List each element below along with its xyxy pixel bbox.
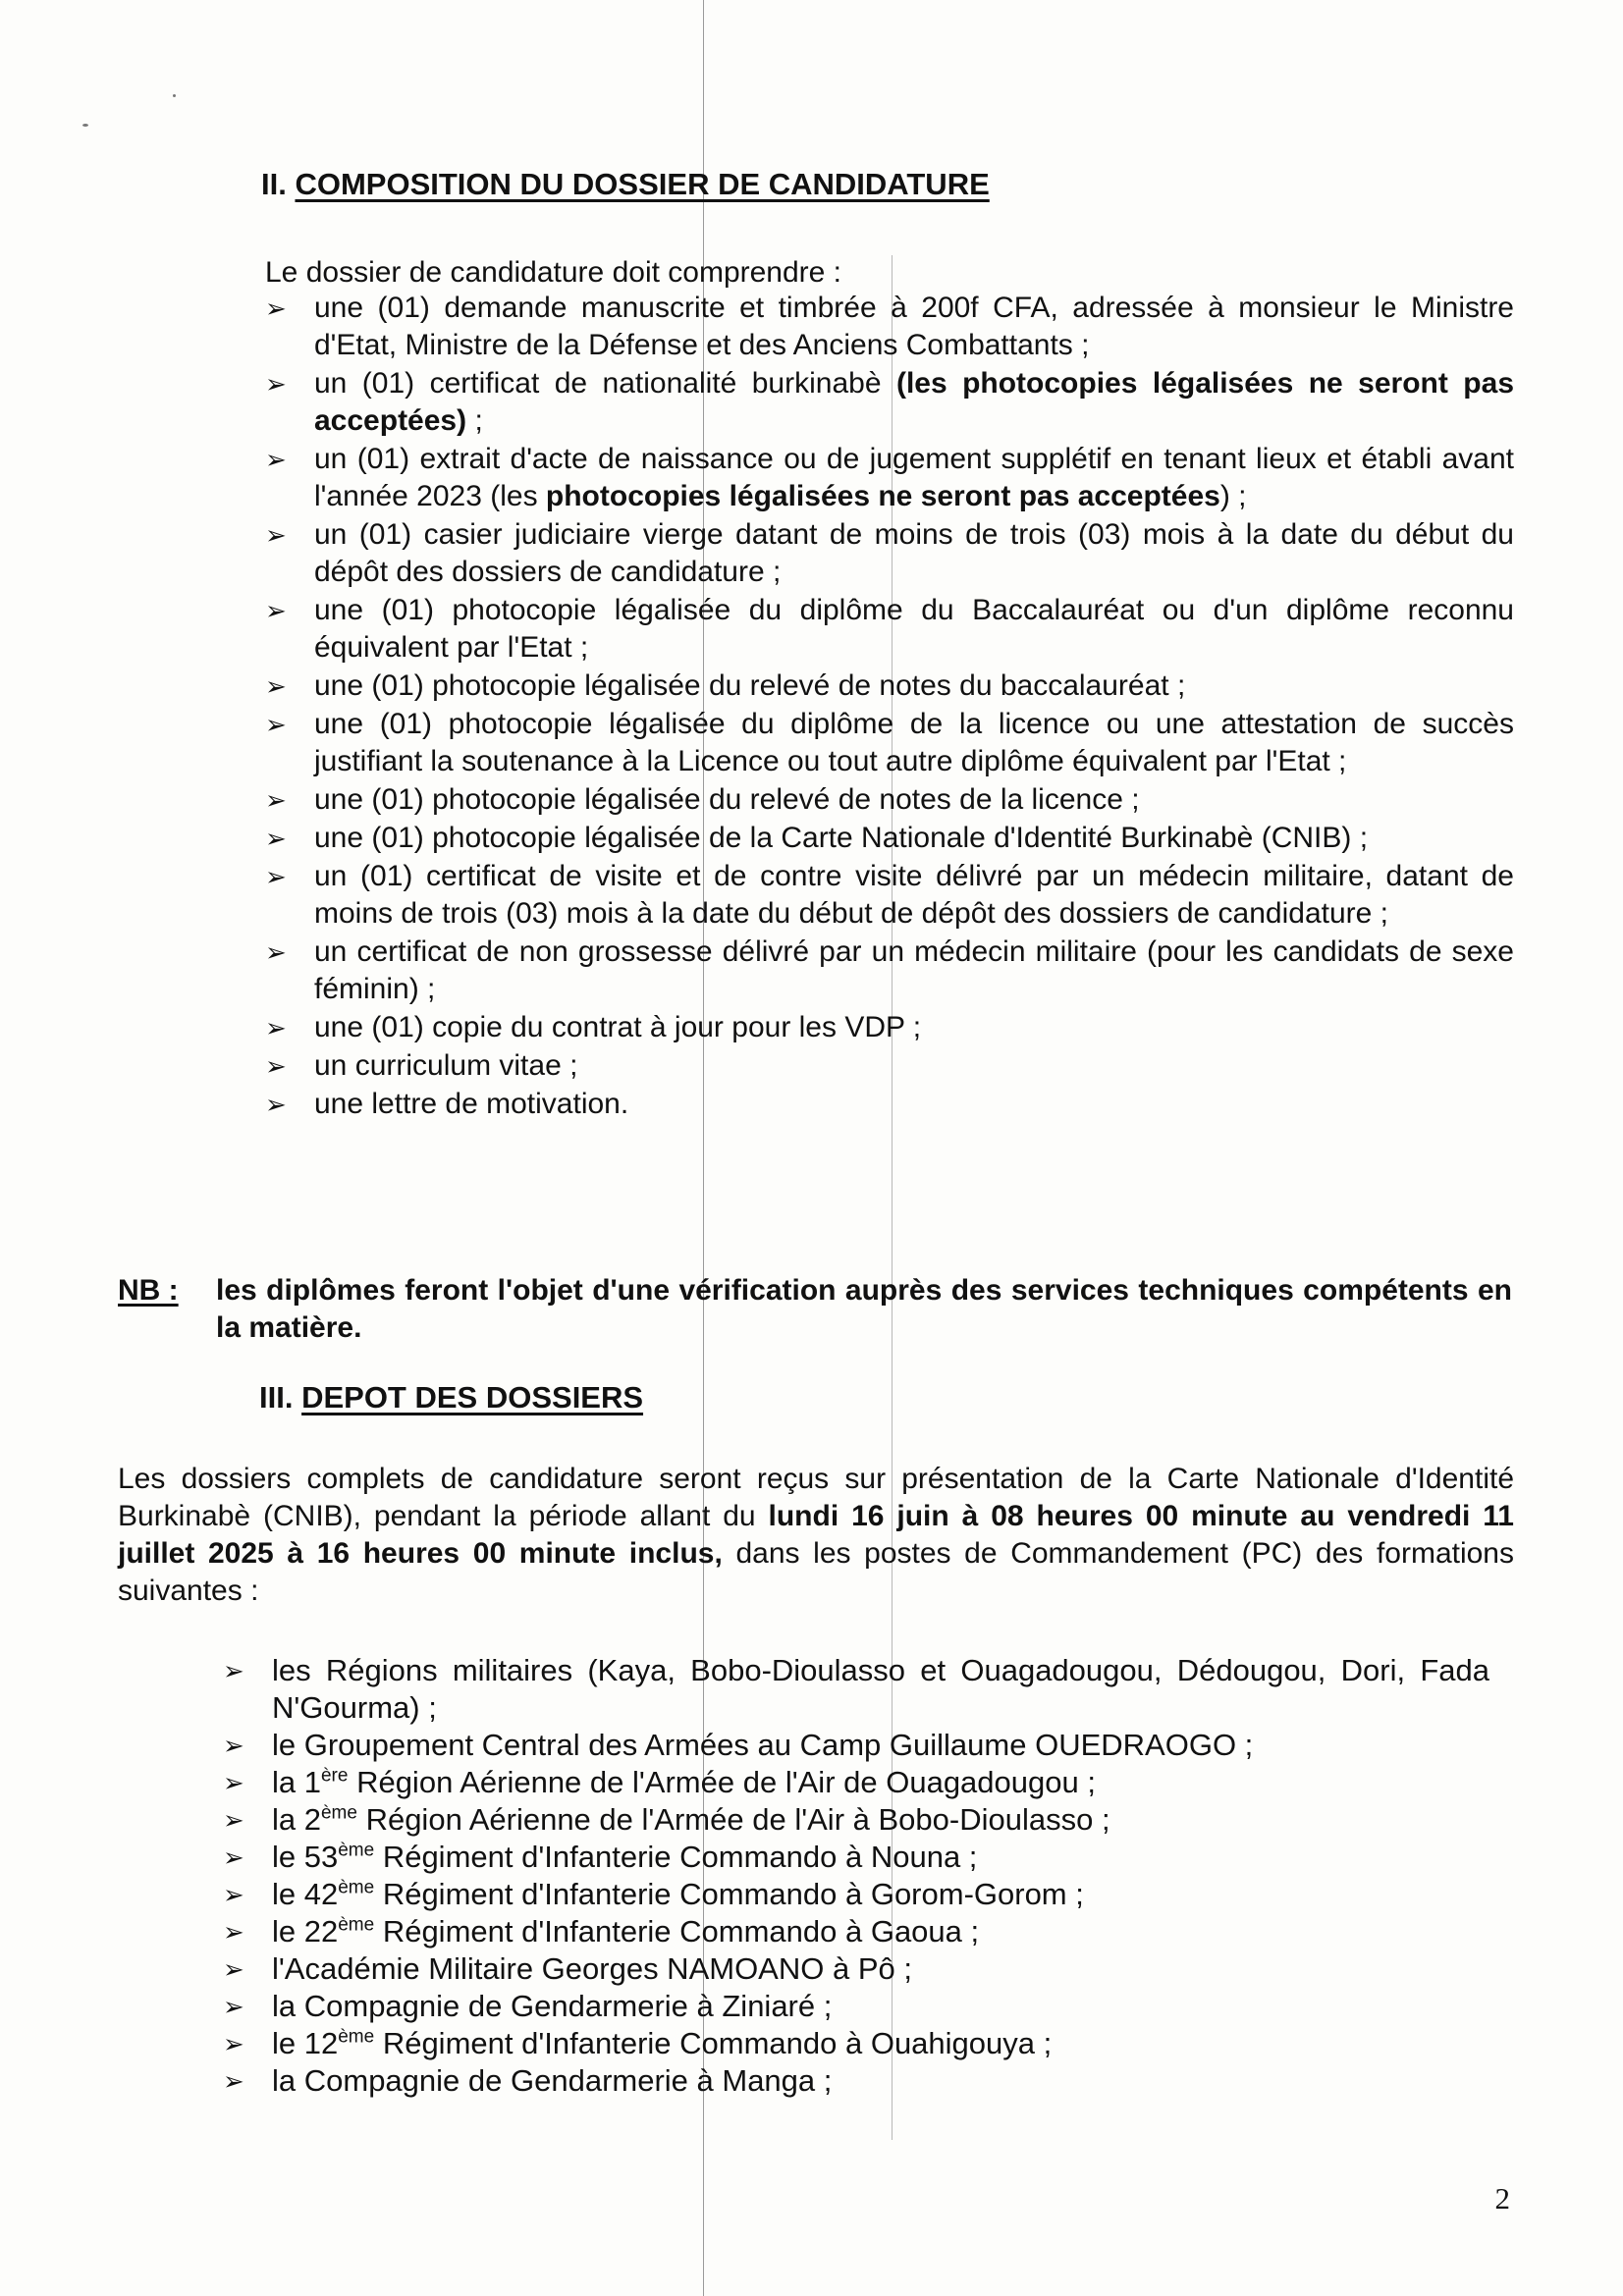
arrow-bullet-icon: ➢ [265,1090,287,1119]
text-run: la Compagnie de Gendarmerie à Ziniaré ; [272,1989,833,2023]
location-item [223,1950,1489,1988]
text-run: dans les postes de Commandement (PC) des formations suivantes : [118,1537,1514,1607]
text-run: une (01) photocopie légalisée du diplôme du Baccalauréat ou d'un diplôme reconnu équivalent par l'Etat ; [314,594,1514,664]
text-run: Région Aérienne de l'Armée de l'Air à Bobo-Dioulasso ; [356,1802,1110,1837]
arrow-bullet-icon: ➢ [223,1656,244,1685]
requirements-list [265,290,1514,1124]
arrow-bullet-icon: ➢ [265,1051,287,1081]
scan-speck [82,124,88,127]
text-run: Régiment d'Infanterie Commando à Gorom-Gorom ; [374,1877,1084,1911]
section-heading-depot [259,1380,643,1415]
arrow-bullet-icon: ➢ [265,671,287,701]
arrow-bullet-icon: ➢ [223,1992,244,2021]
location-item [223,1727,1489,1764]
text-run: Régiment d'Infanterie Commando à Ouahigouya ; [374,2026,1053,2060]
requirement-item [265,820,1514,857]
text-run: le 12 [272,2026,339,2060]
bold-text: photocopies légalisées ne seront pas acceptées [545,480,1220,512]
text-run: ) ; [1219,480,1247,512]
arrow-bullet-icon: ➢ [265,937,287,967]
text-run: une (01) photocopie légalisée de la Carte Nationale d'Identité Burkinabè (CNIB) ; [314,822,1369,854]
text-run: un (01) certificat de nationalité burkinabè [314,367,896,400]
text-run: un (01) casier judiciaire vierge datant de moins de trois (03) mois à la date du début du dépôt des dossiers de candidature ; [314,518,1514,588]
requirement-item [265,1086,1514,1123]
requirement-item [265,1047,1514,1085]
text-run: la 2 [272,1802,321,1837]
bold-text: (les photocopies légalisées ne seront pas acceptées) [314,367,1514,437]
ordinal-suffix: ème [338,1877,375,1898]
requirement-item [265,290,1514,364]
arrow-bullet-icon: ➢ [223,1917,244,1947]
nb-label: NB : [118,1274,179,1307]
arrow-bullet-icon: ➢ [223,1842,244,1872]
arrow-bullet-icon: ➢ [223,1768,244,1797]
section-number: II. [261,167,287,201]
arrow-bullet-icon: ➢ [265,710,287,739]
text-run: la Compagnie de Gendarmerie à Manga ; [272,2063,833,2098]
location-item [223,1764,1489,1801]
requirement-item [265,516,1514,591]
text-run: le 53 [272,1840,339,1874]
arrow-bullet-icon: ➢ [265,824,287,853]
arrow-bullet-icon: ➢ [223,1731,244,1760]
requirement-item [265,934,1514,1008]
scan-speck [173,94,176,97]
bold-text: lundi 16 juin à 08 heures 00 minute au vendredi 11 juillet 2025 à 16 heures 00 minute inclus, [118,1500,1514,1570]
arrow-bullet-icon: ➢ [265,294,287,323]
requirement-item [265,781,1514,819]
text-run: une (01) copie du contrat à jour pour les VDP ; [314,1011,922,1043]
location-item [223,2025,1489,2062]
nb-text: les diplômes feront l'objet d'une vérification auprès des services techniques compétents en la matière. [216,1274,1512,1344]
location-item [223,1876,1489,1913]
requirement-item [265,1009,1514,1046]
arrow-bullet-icon: ➢ [223,1880,244,1909]
nb-note [118,1272,1512,1347]
section-heading-composition [261,167,990,202]
section-title: COMPOSITION DU DOSSIER DE CANDIDATURE [295,167,990,201]
arrow-bullet-icon: ➢ [265,596,287,625]
ordinal-suffix: ème [338,2026,375,2048]
requirement-item [265,365,1514,440]
text-run: ; [466,404,483,437]
location-item [223,1988,1489,2025]
locations-list [223,1652,1489,2100]
arrow-bullet-icon: ➢ [223,2029,244,2058]
text-run: le Groupement Central des Armées au Camp Guillaume OUEDRAOGO ; [272,1728,1254,1762]
arrow-bullet-icon: ➢ [265,862,287,891]
arrow-bullet-icon: ➢ [223,1954,244,1984]
text-run: une (01) photocopie légalisée du relevé de notes du baccalauréat ; [314,669,1186,702]
ordinal-suffix: ème [338,1840,375,1861]
intro-text: Le dossier de candidature doit comprendre : [265,256,842,289]
ordinal-suffix: ème [338,1914,375,1936]
requirement-item [265,592,1514,667]
location-item [223,1839,1489,1876]
location-item [223,1913,1489,1950]
arrow-bullet-icon: ➢ [223,1805,244,1835]
location-item [223,1652,1489,1727]
arrow-bullet-icon: ➢ [265,369,287,399]
text-run: une lettre de motivation. [314,1088,629,1120]
text-run: un certificat de non grossesse délivré par un médecin militaire (pour les candidats de sexe féminin) ; [314,935,1514,1005]
text-run: le 42 [272,1877,339,1911]
section-number: III. [259,1380,294,1415]
text-run: Régiment d'Infanterie Commando à Gaoua ; [374,1914,980,1949]
arrow-bullet-icon: ➢ [223,2066,244,2096]
text-run: Région Aérienne de l'Armée de l'Air de Ouagadougou ; [348,1765,1096,1799]
text-run: Régiment d'Infanterie Commando à Nouna ; [374,1840,978,1874]
text-run: Les dossiers complets de candidature seront reçus sur présentation de la Carte Nationale d'Identité Burkinabè (CNIB), pendant la période allant du [118,1463,1514,1532]
requirement-item [265,667,1514,705]
ordinal-suffix: ère [320,1765,349,1787]
text-run: un curriculum vitae ; [314,1049,578,1082]
text-run: le 22 [272,1914,339,1949]
location-item [223,1801,1489,1839]
section-title: DEPOT DES DOSSIERS [301,1380,644,1415]
page-number: 2 [1494,2181,1510,2216]
arrow-bullet-icon: ➢ [265,785,287,815]
arrow-bullet-icon: ➢ [265,520,287,550]
text-run: un (01) certificat de visite et de contre visite délivré par un médecin militaire, datant de moins de trois (03) mois à la date du début de dépôt des dossiers de candidature ; [314,860,1514,930]
text-run: un (01) extrait d'acte de naissance ou de jugement supplétif en tenant lieux et établi avant l'année 2023 (les [314,443,1514,512]
text-run: une (01) photocopie légalisée du relevé de notes de la licence ; [314,783,1140,816]
requirement-item [265,706,1514,780]
text-run: la 1 [272,1765,321,1799]
location-item [223,2062,1489,2100]
text-run: l'Académie Militaire Georges NAMOANO à Pô ; [272,1951,912,1986]
requirement-item [265,441,1514,515]
text-run: les Régions militaires (Kaya, Bobo-Dioulasso et Ouagadougou, Dédougou, Dori, Fada N'Gourma) ; [272,1653,1489,1725]
depot-paragraph [118,1461,1514,1610]
arrow-bullet-icon: ➢ [265,445,287,474]
text-run: une (01) demande manuscrite et timbrée à 200f CFA, adressée à monsieur le Ministre d'Etat, Ministre de la Défense et des Anciens Combattants ; [314,292,1514,361]
requirement-item [265,858,1514,933]
text-run: une (01) photocopie légalisée du diplôme de la licence ou une attestation de succès justifiant la soutenance à la Licence ou tout autre diplôme équivalent par l'Etat ; [314,708,1514,777]
ordinal-suffix: ème [320,1802,357,1824]
arrow-bullet-icon: ➢ [265,1013,287,1042]
